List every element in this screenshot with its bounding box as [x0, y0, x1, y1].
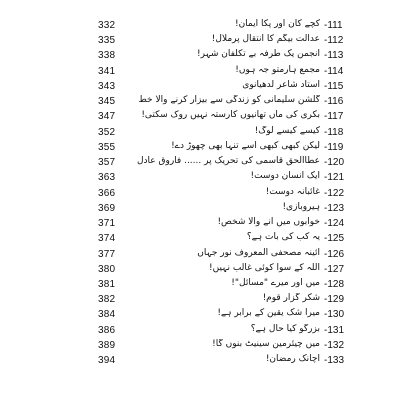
- entry-page-number: 363: [98, 172, 116, 184]
- entry-page-number: 338: [98, 50, 116, 62]
- entry-number: -126: [324, 248, 345, 260]
- entry-page-number: 335: [98, 35, 116, 47]
- entry-number: -112: [324, 35, 344, 47]
- entry-title: اللہ کے سوا کوئی غالب نہیں!: [209, 262, 320, 273]
- entry-number: -122: [324, 187, 345, 199]
- entry-title: میں اور میرے "مسائل"!: [231, 277, 320, 288]
- entry-title: بکری کی ماں تھانیوں کارستہ نہیں روک سکتی!: [141, 110, 320, 121]
- entry-number: -129: [324, 294, 345, 306]
- entry-title: مجمع ہارمتو جہ ہوں!: [235, 64, 320, 75]
- toc-entry: [0, 324, 416, 339]
- entry-title: کچے کان اور پکا ایمان!: [234, 19, 320, 29]
- entry-page-number: 389: [98, 339, 116, 351]
- entry-number: -120: [324, 157, 345, 169]
- entry-number: -123: [324, 202, 345, 214]
- entry-title: شکر گزار قوم!: [262, 293, 320, 304]
- entry-page-number: 374: [98, 233, 116, 245]
- entry-title: ایک انسان دوست!: [250, 171, 320, 182]
- entry-title: میرا شک یقین کے برابر ہے!: [217, 308, 320, 319]
- toc-entry: [0, 19, 416, 34]
- entry-number: -113: [324, 50, 344, 62]
- entry-page-number: 345: [98, 96, 116, 108]
- entry-page-number: 371: [98, 218, 116, 230]
- entry-page-number: 332: [98, 20, 116, 31]
- entry-title: آئینہ مصحفی المعروف نور جہاں: [197, 247, 320, 258]
- toc-entry: [0, 339, 416, 354]
- entry-page-number: 347: [98, 111, 116, 123]
- entry-page-number: 377: [98, 248, 116, 260]
- entry-page-number: 341: [98, 65, 116, 77]
- toc-entry: [0, 80, 416, 95]
- toc-entry: [0, 126, 416, 141]
- entry-number: -111: [324, 20, 343, 31]
- entry-number: -130: [324, 309, 345, 321]
- entry-title: بزرگو کیا حال ہے؟: [250, 323, 320, 334]
- toc-entry: [0, 187, 416, 202]
- entry-number: -114: [324, 65, 344, 77]
- entry-page-number: 355: [98, 141, 116, 153]
- entry-title: انجمن یک طرفہ بے تکلفان شہر!: [197, 49, 320, 60]
- toc-entry: [0, 354, 416, 369]
- entry-title: یہ کب کی بات ہے؟: [246, 232, 320, 243]
- toc-entry: [0, 202, 416, 217]
- toc-list: [0, 19, 416, 369]
- entry-title: عدالت بیگم کا انتقال پرملال!: [211, 34, 320, 45]
- entry-page-number: 352: [98, 126, 116, 138]
- toc-entry: [0, 308, 416, 323]
- toc-entry: [0, 263, 416, 278]
- toc-entry: [0, 65, 416, 80]
- toc-entry: [0, 95, 416, 110]
- entry-number: -117: [324, 111, 344, 123]
- toc-entry: [0, 141, 416, 156]
- entry-title: میں چیئرمین سینیٹ بنوں گا!: [212, 338, 320, 349]
- entry-page-number: 381: [98, 278, 116, 290]
- entry-number: -121: [324, 172, 345, 184]
- entry-page-number: 369: [98, 202, 116, 214]
- toc-entry: [0, 110, 416, 125]
- toc-entry: [0, 34, 416, 49]
- entry-title: لیکن کبھی کبھی اسے تنہا بھی چھوڑ دے!: [171, 140, 320, 151]
- entry-number: -132: [324, 339, 345, 351]
- entry-number: -115: [324, 80, 344, 92]
- entry-page-number: 384: [98, 309, 116, 321]
- entry-number: -131: [324, 324, 345, 336]
- entry-number: -128: [324, 278, 345, 290]
- entry-number: -125: [324, 233, 345, 245]
- toc-entry: [0, 293, 416, 308]
- entry-number: -118: [324, 126, 344, 138]
- toc-entry: [0, 232, 416, 247]
- entry-page-number: 380: [98, 263, 116, 275]
- entry-title: کیسے کیسے لوگ!: [254, 125, 320, 136]
- toc-entry: [0, 248, 416, 263]
- toc-entry: [0, 49, 416, 64]
- entry-number: -124: [324, 218, 345, 230]
- entry-title: ہیروبازی!: [282, 201, 320, 212]
- entry-page-number: 343: [98, 80, 116, 92]
- entry-title: خوابوں میں آنے والا شخص!: [217, 217, 320, 228]
- entry-number: -127: [324, 263, 345, 275]
- entry-page-number: 357: [98, 157, 116, 169]
- entry-page-number: 366: [98, 187, 116, 199]
- entry-page-number: 386: [98, 324, 116, 336]
- entry-page-number: 394: [98, 355, 116, 367]
- toc-entry: [0, 278, 416, 293]
- entry-title: گلشن سلیمانی کو زندگی سے بیزار کرنے والا خط: [138, 95, 320, 106]
- entry-number: -133: [324, 355, 345, 367]
- toc-entry: [0, 156, 416, 171]
- entry-title: استاد شاعر لدھیانوی: [242, 79, 320, 90]
- entry-title: غائبانہ دوست!: [265, 186, 320, 197]
- entry-title: اچانک رمضان!: [265, 354, 320, 365]
- toc-entry: [0, 171, 416, 186]
- toc-entry: [0, 217, 416, 232]
- entry-number: -116: [324, 96, 344, 108]
- entry-number: -119: [324, 141, 344, 153]
- entry-title: عطاالحق قاسمی کی تحریک پر ...... فاروق عادل: [136, 156, 320, 167]
- entry-page-number: 382: [98, 294, 116, 306]
